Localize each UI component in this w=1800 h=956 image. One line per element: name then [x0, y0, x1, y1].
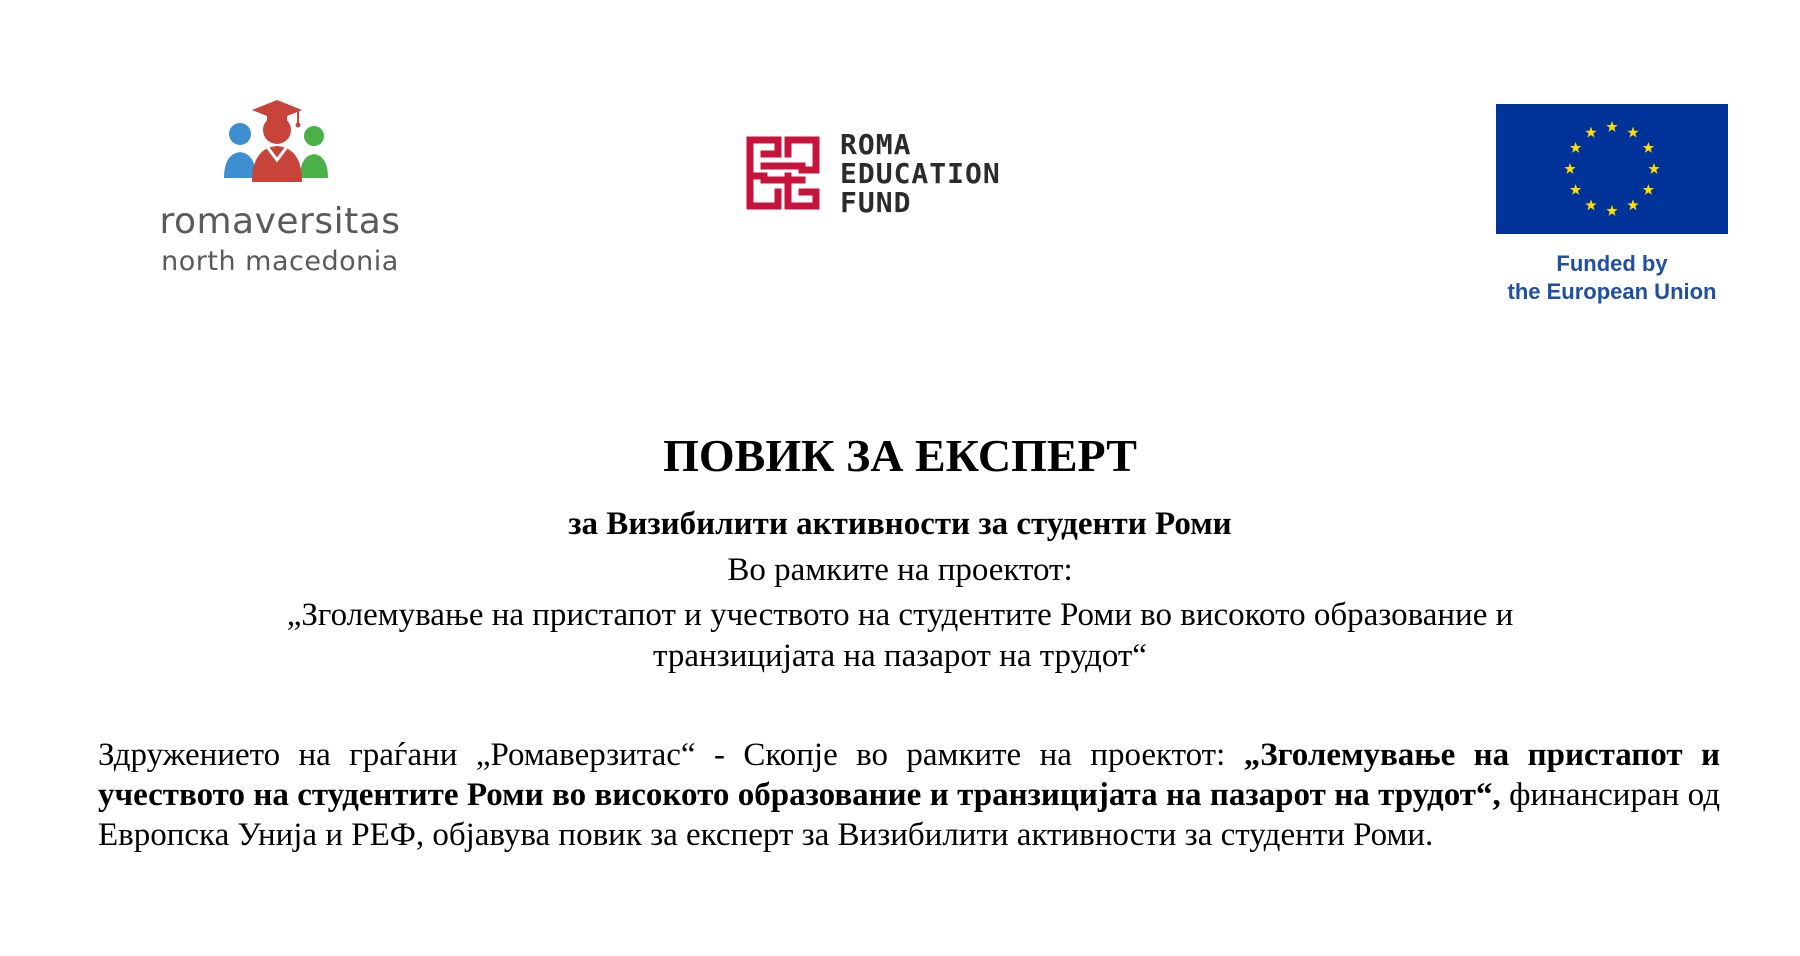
romaversitas-logo-name: romaversitas	[159, 201, 401, 242]
romaversitas-people-icon	[212, 96, 342, 196]
document-subtitle: за Визибилити активности за студенти Роми	[568, 506, 1232, 542]
eu-caption-line-2: the European Union	[1507, 279, 1717, 304]
paragraph-part-1: Здружението на граѓани „Ромаверзитас“ - Скопје во рамките на проектот:	[98, 737, 1244, 773]
paragraph-project-name-bold: „Зголемување на пристапот и учеството на студентите Роми во високото образование и транзицијата на пазарот на трудот“,	[98, 737, 1720, 813]
project-intro: Во рамките на проектот:	[727, 552, 1073, 588]
ref-logo-text	[840, 130, 1001, 217]
eu-funding-logo	[1480, 104, 1740, 314]
roma-education-fund-logo	[740, 130, 1080, 220]
romaversitas-logo-subtitle: north macedonia	[161, 246, 399, 277]
paragraph-part-3: финансиран од Европска Унија и РЕФ, објавува повик за експерт за Визибилити активности за студенти Роми.	[98, 777, 1720, 853]
ref-logo-line-2: EDUCATION	[840, 157, 1001, 190]
document-title: ПОВИК ЗА ЕКСПЕРТ	[663, 430, 1137, 481]
ref-logo-line-1: ROMA	[840, 128, 912, 161]
ref-emblem-icon	[740, 130, 826, 216]
ref-logo-line-3: FUND	[840, 186, 912, 219]
eu-caption-line-1: Funded by	[1556, 251, 1668, 276]
romaversitas-logo	[120, 96, 440, 286]
project-name-line-2: транзицијата на пазарот на трудот“	[653, 638, 1147, 674]
eu-caption	[1480, 250, 1744, 306]
project-name-line-1: „Зголемување на пристапот и учеството на студентите Роми во високото образование и	[286, 597, 1514, 633]
logo-header	[0, 0, 1800, 320]
announcement-paragraph	[98, 735, 1720, 855]
project-name	[120, 595, 1680, 677]
eu-flag-icon	[1496, 104, 1728, 234]
